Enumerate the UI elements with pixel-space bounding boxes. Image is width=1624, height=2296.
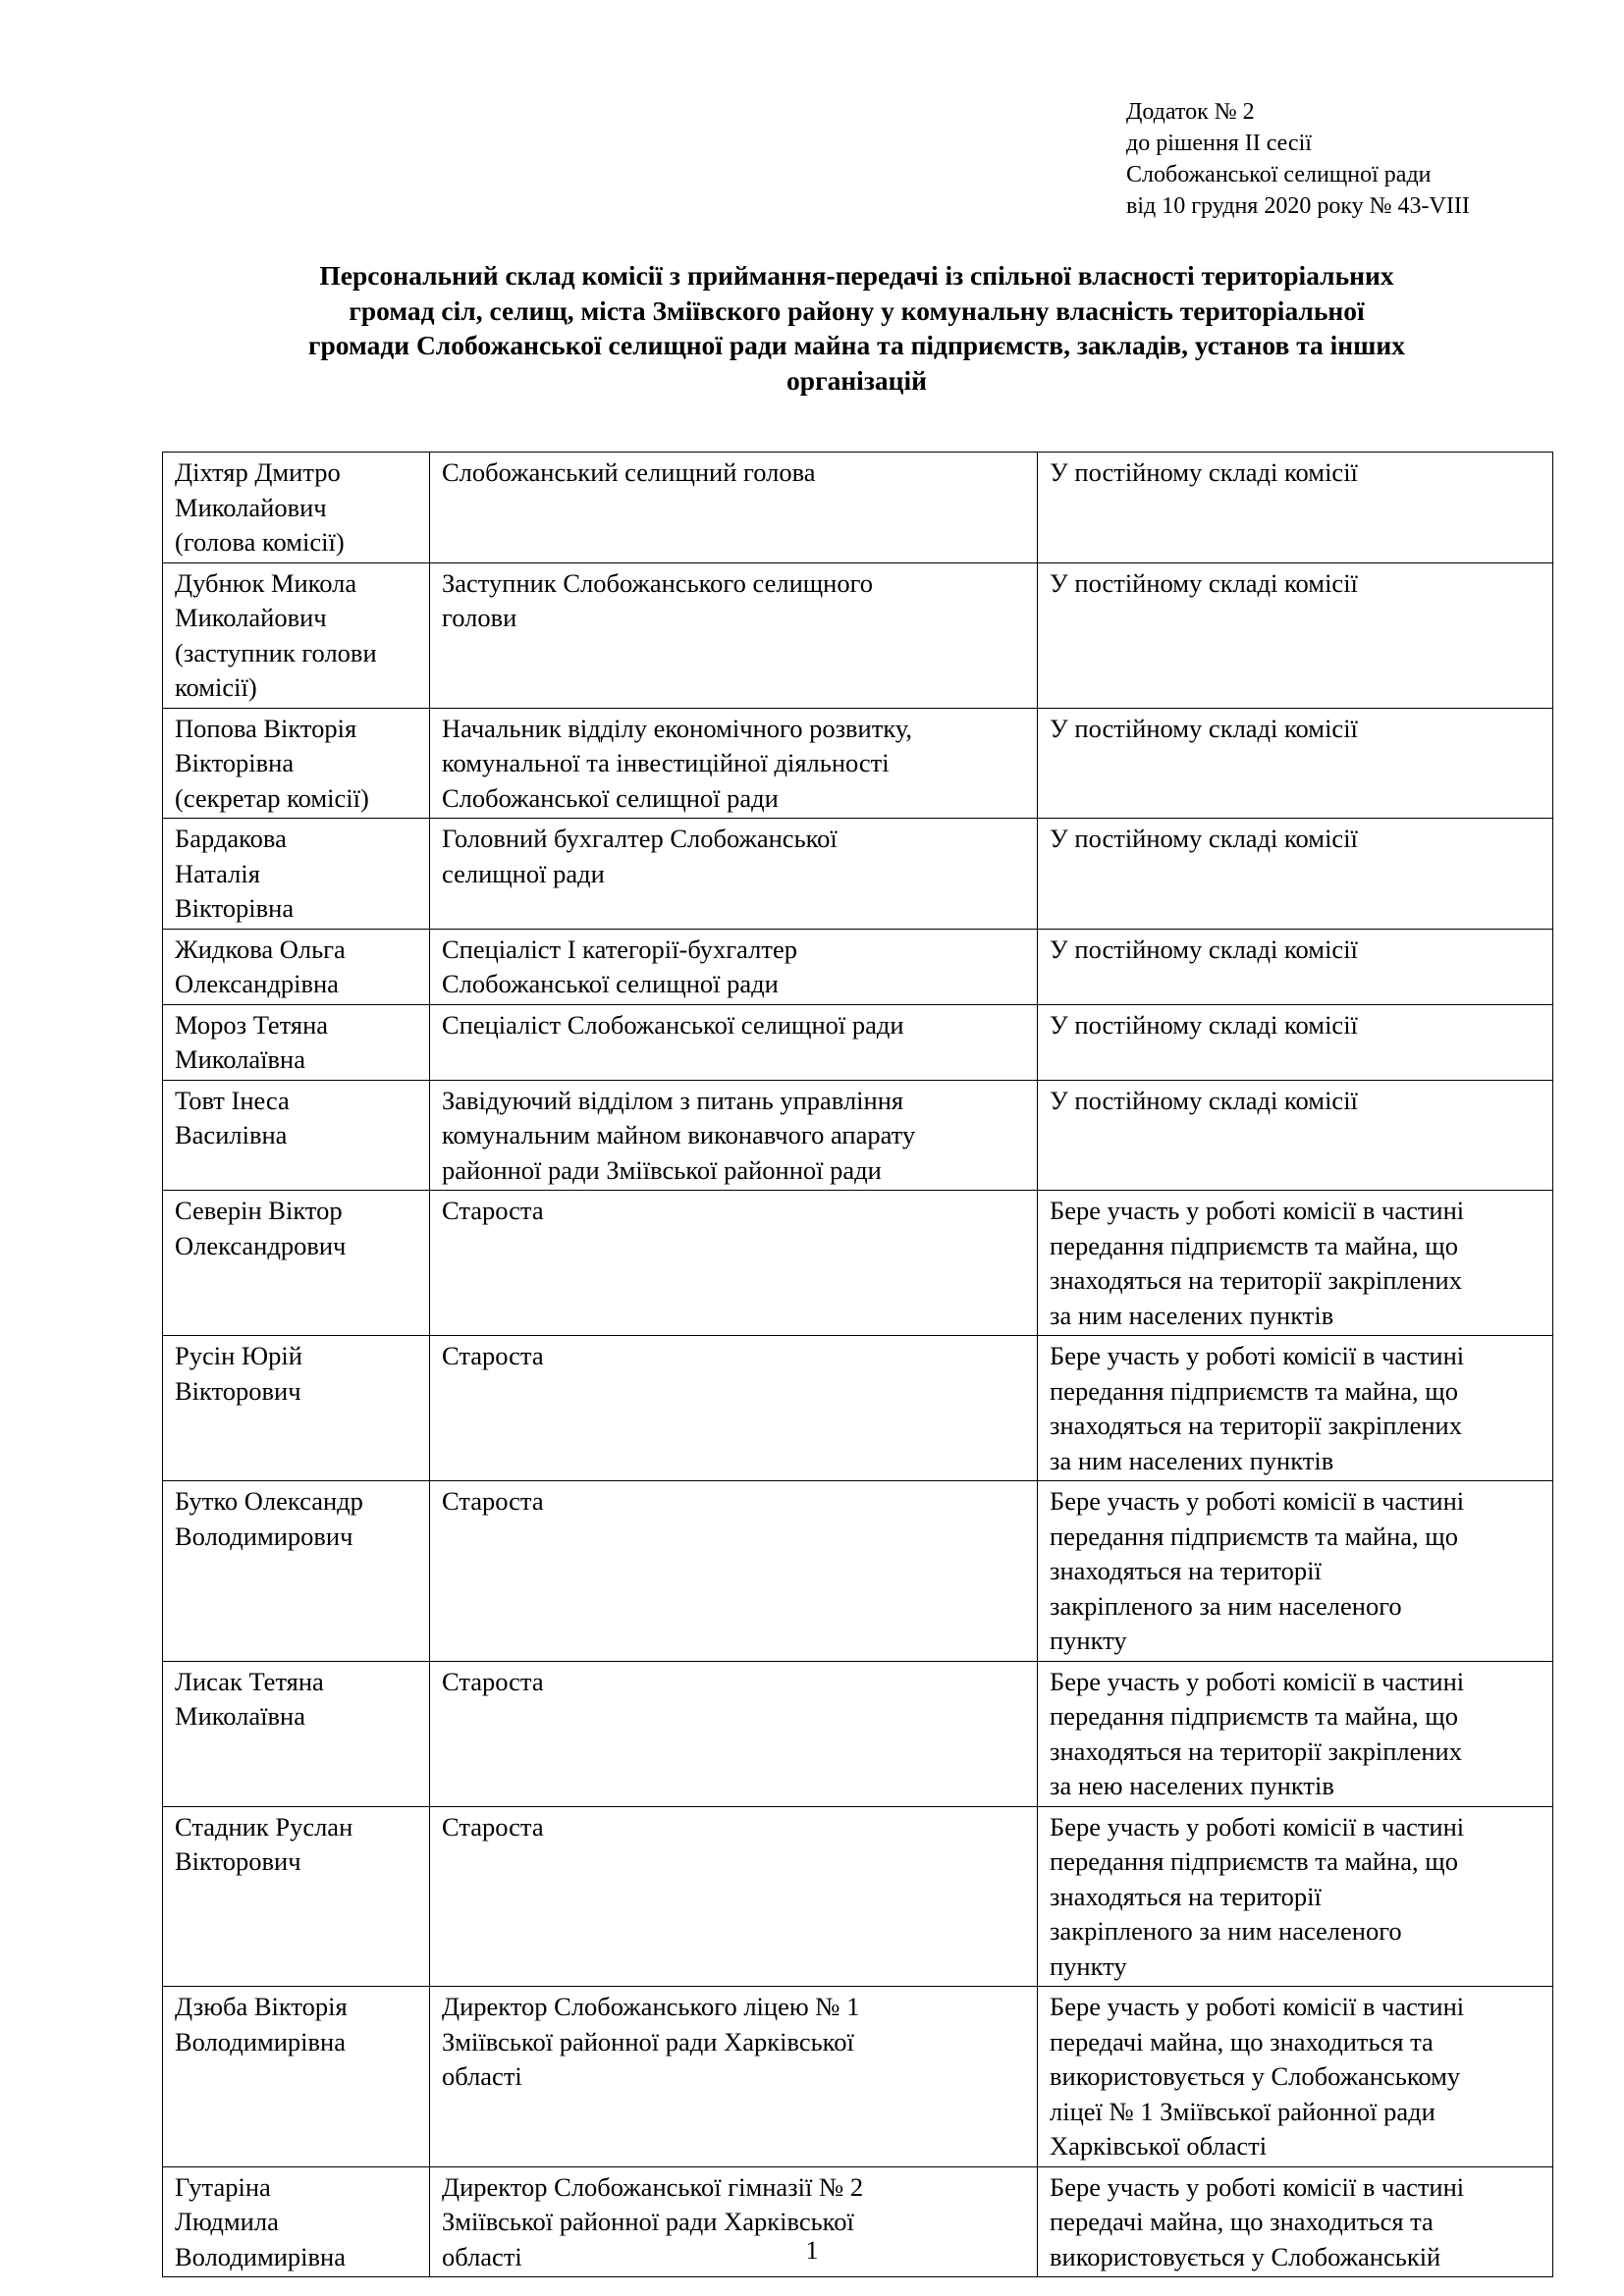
cell-line: голови: [442, 603, 517, 632]
cell-line: Русін Юрій: [175, 1341, 302, 1370]
member-role-cell: [1038, 929, 1553, 1004]
cell-line: Дзюба Вікторія: [175, 1992, 348, 2021]
member-role-cell: [1038, 819, 1553, 930]
member-name-cell: [163, 1336, 430, 1481]
table-row: [163, 1661, 1553, 1806]
member-role-cell: [1038, 1191, 1553, 1336]
member-role-cell: [1038, 1987, 1553, 2167]
table-row: [163, 1806, 1553, 1987]
member-role-cell: [1038, 1080, 1553, 1191]
cell-line: передачі майна, що знаходиться та: [1050, 2026, 1434, 2056]
member-position-cell: [430, 708, 1038, 819]
cell-line: передання підприємств та майна, що: [1050, 1521, 1458, 1551]
cell-line: комісії): [175, 672, 257, 702]
member-name-cell: [163, 453, 430, 563]
member-position-cell: [430, 1987, 1038, 2167]
member-role-cell: [1038, 1481, 1553, 1662]
cell-line: Староста: [442, 1196, 544, 1225]
member-position-cell: [430, 1481, 1038, 1662]
cell-line: У постійному складі комісії: [1050, 824, 1358, 853]
annex-line: від 10 грудня 2020 року № 43-VIII: [1126, 193, 1470, 219]
member-position-cell: [430, 1336, 1038, 1481]
commission-members-table: [162, 452, 1553, 2277]
cell-line: знаходяться на території: [1050, 1556, 1322, 1585]
member-role-cell: [1038, 1004, 1553, 1080]
cell-line: Миколаївна: [175, 1701, 305, 1731]
page-number: 1: [805, 2236, 819, 2265]
cell-line: Бардакова: [175, 824, 287, 853]
cell-line: Слобожанської селищної ради: [442, 782, 779, 813]
cell-line: Северін Віктор: [175, 1196, 343, 1225]
table-row: [163, 562, 1553, 708]
cell-line: Гутаріна: [175, 2171, 271, 2202]
cell-line: пункту: [1050, 1626, 1127, 1655]
cell-line: знаходяться на території закріплених: [1050, 1735, 1462, 1766]
cell-line: за ним населених пунктів: [1050, 1445, 1334, 1475]
cell-line: Зміївської районної ради Харківської: [442, 2207, 854, 2236]
cell-line: У постійному складі комісії: [1050, 457, 1358, 487]
member-name-cell: [163, 929, 430, 1004]
cell-line: Людмила: [175, 2207, 279, 2236]
cell-line: Олександрівна: [175, 969, 339, 998]
cell-line: використовується у Слобожанській: [1050, 2241, 1441, 2271]
cell-line: Спеціаліст Слобожанської селищної ради: [442, 1009, 904, 1040]
table-row: [163, 1987, 1553, 2167]
cell-line: Слобожанської селищної ради: [442, 969, 779, 998]
table-row: [163, 708, 1553, 819]
cell-line: передання підприємств та майна, що: [1050, 1230, 1458, 1260]
member-role-cell: [1038, 1336, 1553, 1481]
cell-line: Вікторівна: [175, 748, 295, 777]
cell-line: У постійному складі комісії: [1050, 934, 1358, 964]
title-line: Персональний склад комісії з приймання-передачі із спільної власності територіальних: [319, 260, 1394, 291]
cell-line: Староста: [442, 1666, 544, 1696]
cell-line: (секретар комісії): [175, 782, 369, 813]
cell-line: У постійному складі комісії: [1050, 1085, 1358, 1115]
cell-line: Миколаївна: [175, 1044, 305, 1074]
cell-line: Бере участь у роботі комісії в частині: [1050, 1486, 1465, 1516]
cell-line: Вікторівна: [175, 893, 295, 923]
member-name-cell: [163, 1987, 430, 2167]
cell-line: закріпленого за ним населеного: [1050, 1916, 1402, 1946]
cell-line: Володимирівна: [175, 2026, 346, 2056]
cell-line: за ним населених пунктів: [1050, 1300, 1334, 1330]
cell-line: У постійному складі комісії: [1050, 1009, 1358, 1040]
member-position-cell: [430, 1661, 1038, 1806]
member-role-cell: [1038, 1661, 1553, 1806]
cell-line: передання підприємств та майна, що: [1050, 1701, 1458, 1731]
member-position-cell: [430, 453, 1038, 563]
cell-line: Дубнюк Микола: [175, 567, 357, 598]
title-line: громад сіл, селищ, міста Зміївского району у комунальну власність територіальної: [349, 294, 1365, 326]
cell-line: області: [442, 2061, 522, 2091]
member-name-cell: [163, 1806, 430, 1987]
cell-line: Олександрович: [175, 1230, 347, 1260]
cell-line: У постійному складі комісії: [1050, 567, 1358, 598]
member-role-cell: [1038, 453, 1553, 563]
cell-line: Миколайович: [175, 603, 327, 632]
cell-line: Володимирович: [175, 1521, 353, 1551]
title-line: громади Слобожанської селищної ради майна та підприємств, закладів, установ та інших: [308, 330, 1405, 360]
cell-line: Заступник Слобожанського селищного: [442, 567, 874, 598]
cell-line: Директор Слобожанського ліцею № 1: [442, 1992, 860, 2021]
document-title: [162, 258, 1551, 398]
member-name-cell: [163, 1004, 430, 1080]
member-name-cell: [163, 819, 430, 930]
cell-line: Бере участь у роботі комісії в частині: [1050, 1196, 1465, 1225]
cell-line: Начальник відділу економічного розвитку,: [442, 713, 913, 743]
member-name-cell: [163, 1481, 430, 1662]
cell-line: Вікторович: [175, 1846, 301, 1876]
cell-line: Староста: [442, 1486, 544, 1516]
member-name-cell: [163, 1191, 430, 1336]
cell-line: Староста: [442, 1811, 544, 1842]
cell-line: Харківської області: [1050, 2131, 1268, 2161]
cell-line: закріпленого за ним населеного: [1050, 1590, 1402, 1621]
cell-line: Завідуючий відділом з питань управління: [442, 1085, 904, 1115]
table-row: [163, 453, 1553, 563]
member-name-cell: [163, 708, 430, 819]
table-row: [163, 1191, 1553, 1336]
cell-line: районної ради Зміївської районної ради: [442, 1154, 882, 1185]
table-row: [163, 1336, 1553, 1481]
cell-line: Лисак Тетяна: [175, 1666, 324, 1696]
member-position-cell: [430, 929, 1038, 1004]
cell-line: передачі майна, що знаходиться та: [1050, 2207, 1434, 2236]
cell-line: Зміївської районної ради Харківської: [442, 2026, 854, 2056]
cell-line: селищної ради: [442, 858, 605, 888]
member-position-cell: [430, 1080, 1038, 1191]
cell-line: Бере участь у роботі комісії в частині: [1050, 1811, 1465, 1842]
cell-line: Володимирівна: [175, 2241, 346, 2271]
cell-line: Мороз Тетяна: [175, 1009, 329, 1040]
member-name-cell: [163, 562, 430, 708]
cell-line: У постійному складі комісії: [1050, 713, 1358, 743]
member-position-cell: [430, 1806, 1038, 1987]
cell-line: Діхтяр Дмитро: [175, 457, 341, 487]
member-role-cell: [1038, 708, 1553, 819]
cell-line: ліцеї № 1 Зміївської районної ради: [1050, 2096, 1435, 2126]
cell-line: Василівна: [175, 1120, 288, 1149]
cell-line: Стадник Руслан: [175, 1811, 353, 1842]
annex-line: Додаток № 2: [1126, 99, 1255, 125]
cell-line: Наталія: [175, 858, 260, 888]
cell-line: Товт Інеса: [175, 1085, 290, 1115]
cell-line: комунальним майном виконавчого апарату: [442, 1120, 916, 1149]
cell-line: (заступник голови: [175, 637, 377, 667]
cell-line: Староста: [442, 1341, 544, 1370]
cell-line: Жидкова Ольга: [175, 934, 346, 964]
cell-line: Бутко Олександр: [175, 1486, 363, 1516]
member-position-cell: [430, 819, 1038, 930]
cell-line: пункту: [1050, 1950, 1127, 1981]
annex-line: до рішення ІІ сесії: [1126, 131, 1312, 156]
member-role-cell: [1038, 1806, 1553, 1987]
cell-line: Бере участь у роботі комісії в частині: [1050, 1341, 1465, 1370]
cell-line: (голова комісії): [175, 527, 345, 557]
member-name-cell: [163, 1080, 430, 1191]
table-row: [163, 929, 1553, 1004]
table-row: [163, 819, 1553, 930]
cell-line: знаходяться на території закріплених: [1050, 1411, 1462, 1440]
cell-line: Слобожанський селищний голова: [442, 457, 816, 487]
member-role-cell: [1038, 562, 1553, 708]
member-position-cell: [430, 562, 1038, 708]
cell-line: Бере участь у роботі комісії в частині: [1050, 2171, 1465, 2202]
cell-line: області: [442, 2241, 522, 2271]
annex-line: Слобожанської селищної ради: [1126, 162, 1432, 187]
cell-line: Бере участь у роботі комісії в частині: [1050, 1992, 1465, 2021]
members-table-body: [163, 453, 1553, 2277]
member-position-cell: [430, 1191, 1038, 1336]
cell-line: Головний бухгалтер Слобожанської: [442, 824, 838, 853]
member-name-cell: [163, 1661, 430, 1806]
cell-line: використовується у Слобожанському: [1050, 2061, 1461, 2091]
cell-line: знаходяться на території: [1050, 1881, 1322, 1911]
cell-line: Миколайович: [175, 492, 327, 522]
member-position-cell: [430, 1004, 1038, 1080]
cell-line: за нею населених пунктів: [1050, 1771, 1334, 1800]
cell-line: Директор Слобожанської гімназії № 2: [442, 2171, 864, 2202]
cell-line: передання підприємств та майна, що: [1050, 1846, 1458, 1876]
table-row: [163, 1004, 1553, 1080]
title-line: організацій: [786, 364, 927, 396]
annex-header: [1126, 96, 1470, 222]
cell-line: Вікторович: [175, 1375, 301, 1406]
cell-line: передання підприємств та майна, що: [1050, 1375, 1458, 1406]
table-row: [163, 1080, 1553, 1191]
cell-line: комунальної та інвестиційної діяльності: [442, 748, 890, 777]
table-row: [163, 1481, 1553, 1662]
cell-line: Попова Вікторія: [175, 713, 357, 743]
cell-line: знаходяться на території закріплених: [1050, 1265, 1462, 1295]
cell-line: Спеціаліст І категорії-бухгалтер: [442, 934, 797, 964]
cell-line: Бере участь у роботі комісії в частині: [1050, 1666, 1465, 1696]
